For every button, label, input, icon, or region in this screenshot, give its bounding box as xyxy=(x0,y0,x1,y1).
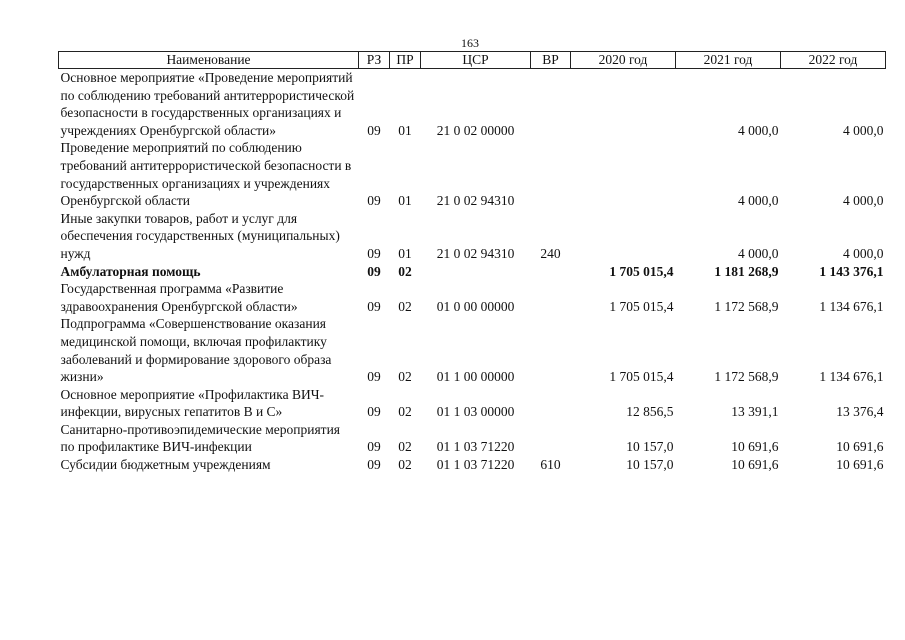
cell-vr xyxy=(531,263,571,281)
cell-csr: 01 1 03 71220 xyxy=(436,457,515,473)
page-number: 163 xyxy=(461,36,479,50)
table-body xyxy=(59,69,886,474)
cell-name: Основное мероприятие «Профилактика ВИЧ-инфекции, вирусных гепатитов В и С» xyxy=(60,386,324,420)
header-pr: ПР xyxy=(390,52,421,69)
cell-pr: 01 xyxy=(398,122,412,138)
cell-name: Проведение мероприятий по соблюдению требований антитеррористической безопасности в государственных организациях и учреждениях Оренбургской области xyxy=(60,140,352,209)
cell-name: Иные закупки товаров, работ и услуг для обеспечения государственных (муниципальных) нужд xyxy=(60,210,340,261)
cell-pr: 02 xyxy=(398,457,412,473)
cell-rz: 09 xyxy=(367,369,381,385)
cell-rz: 09 xyxy=(367,404,381,420)
cell-2020: 1 705 015,4 xyxy=(609,369,674,385)
cell-vr xyxy=(531,386,571,421)
cell-csr: 21 0 02 94310 xyxy=(436,193,515,209)
cell-csr: 21 0 02 94310 xyxy=(436,245,515,261)
cell-rz: 09 xyxy=(367,457,381,473)
table-row xyxy=(59,315,886,385)
cell-name: Субсидии бюджетным учреждениям xyxy=(60,457,271,473)
cell-2022: 1 134 676,1 xyxy=(819,369,884,385)
cell-2021: 1 172 568,9 xyxy=(714,369,779,385)
cell-name: Амбулаторная помощь xyxy=(60,263,201,279)
cell-2021: 13 391,1 xyxy=(731,404,779,420)
cell-2022: 1 143 376,1 xyxy=(819,263,884,279)
cell-2022: 4 000,0 xyxy=(843,245,884,261)
cell-csr: 01 1 00 00000 xyxy=(436,369,515,385)
cell-2020: 12 856,5 xyxy=(626,404,674,420)
cell-2020: 1 705 015,4 xyxy=(609,298,674,314)
cell-csr: 21 0 02 00000 xyxy=(436,122,515,138)
table-row xyxy=(59,139,886,209)
cell-pr: 02 xyxy=(398,263,412,279)
header-name: Наименование xyxy=(59,52,359,69)
cell-2022: 13 376,4 xyxy=(836,404,884,420)
cell-vr xyxy=(531,139,571,209)
cell-pr: 02 xyxy=(398,439,412,455)
cell-2022: 4 000,0 xyxy=(843,122,884,138)
cell-vr: 240 xyxy=(540,245,561,261)
cell-name: Основное мероприятие «Проведение мероприятий по соблюдению требований антитеррористической безопасности в государственных организациях и учреждениях Оренбургской области» xyxy=(60,70,355,138)
cell-2021: 10 691,6 xyxy=(731,457,779,473)
cell-2020 xyxy=(571,139,676,209)
cell-2021: 10 691,6 xyxy=(731,439,779,455)
cell-csr xyxy=(421,263,531,281)
cell-2021: 4 000,0 xyxy=(738,122,779,138)
header-2021: 2021 год xyxy=(676,52,781,69)
cell-2021: 1 181 268,9 xyxy=(714,263,779,279)
cell-2020: 10 157,0 xyxy=(626,439,674,455)
header-2022: 2022 год xyxy=(781,52,886,69)
table-row xyxy=(59,69,886,140)
cell-2020: 10 157,0 xyxy=(626,457,674,473)
cell-rz: 09 xyxy=(367,193,381,209)
cell-csr: 01 1 03 71220 xyxy=(436,439,515,455)
cell-vr: 610 xyxy=(540,457,561,473)
cell-2022: 1 134 676,1 xyxy=(819,298,884,314)
header-csr: ЦСР xyxy=(421,52,531,69)
table-row xyxy=(59,456,886,474)
cell-2020 xyxy=(571,69,676,140)
cell-pr: 02 xyxy=(398,298,412,314)
header-vr: ВР xyxy=(531,52,571,69)
table-header-row xyxy=(59,52,886,69)
cell-csr: 01 0 00 00000 xyxy=(436,298,515,314)
table-row xyxy=(59,280,886,315)
cell-pr: 02 xyxy=(398,369,412,385)
cell-name: Государственная программа «Развитие здравоохранения Оренбургской области» xyxy=(60,281,298,314)
cell-2022: 10 691,6 xyxy=(836,439,884,455)
table-row xyxy=(59,210,886,263)
cell-rz: 09 xyxy=(367,439,381,455)
cell-pr: 01 xyxy=(398,245,412,261)
cell-2020 xyxy=(571,210,676,263)
header-2020: 2020 год xyxy=(571,52,676,69)
cell-vr xyxy=(531,315,571,385)
cell-vr xyxy=(531,421,571,456)
cell-vr xyxy=(531,69,571,140)
cell-2021: 4 000,0 xyxy=(738,245,779,261)
cell-2021: 1 172 568,9 xyxy=(714,298,779,314)
cell-rz: 09 xyxy=(367,263,381,279)
cell-2022: 4 000,0 xyxy=(843,193,884,209)
table-row xyxy=(59,263,886,281)
cell-rz: 09 xyxy=(367,245,381,261)
cell-2020: 1 705 015,4 xyxy=(609,263,674,279)
cell-name: Санитарно-противоэпидемические мероприятия по профилактике ВИЧ-инфекции xyxy=(60,421,340,455)
table-row xyxy=(59,421,886,456)
cell-pr: 02 xyxy=(398,404,412,420)
cell-rz: 09 xyxy=(367,122,381,138)
cell-csr: 01 1 03 00000 xyxy=(436,404,515,420)
header-rz: РЗ xyxy=(359,52,390,69)
cell-name: Подпрограмма «Совершенствование оказания медицинской помощи, включая профилактику заболеваний и формирование здорового образа жизни» xyxy=(60,316,332,385)
table-row xyxy=(59,386,886,421)
budget-table xyxy=(58,51,886,474)
cell-2022: 10 691,6 xyxy=(836,457,884,473)
cell-2021: 4 000,0 xyxy=(738,193,779,209)
cell-rz: 09 xyxy=(367,298,381,314)
cell-pr: 01 xyxy=(398,193,412,209)
cell-vr xyxy=(531,280,571,315)
